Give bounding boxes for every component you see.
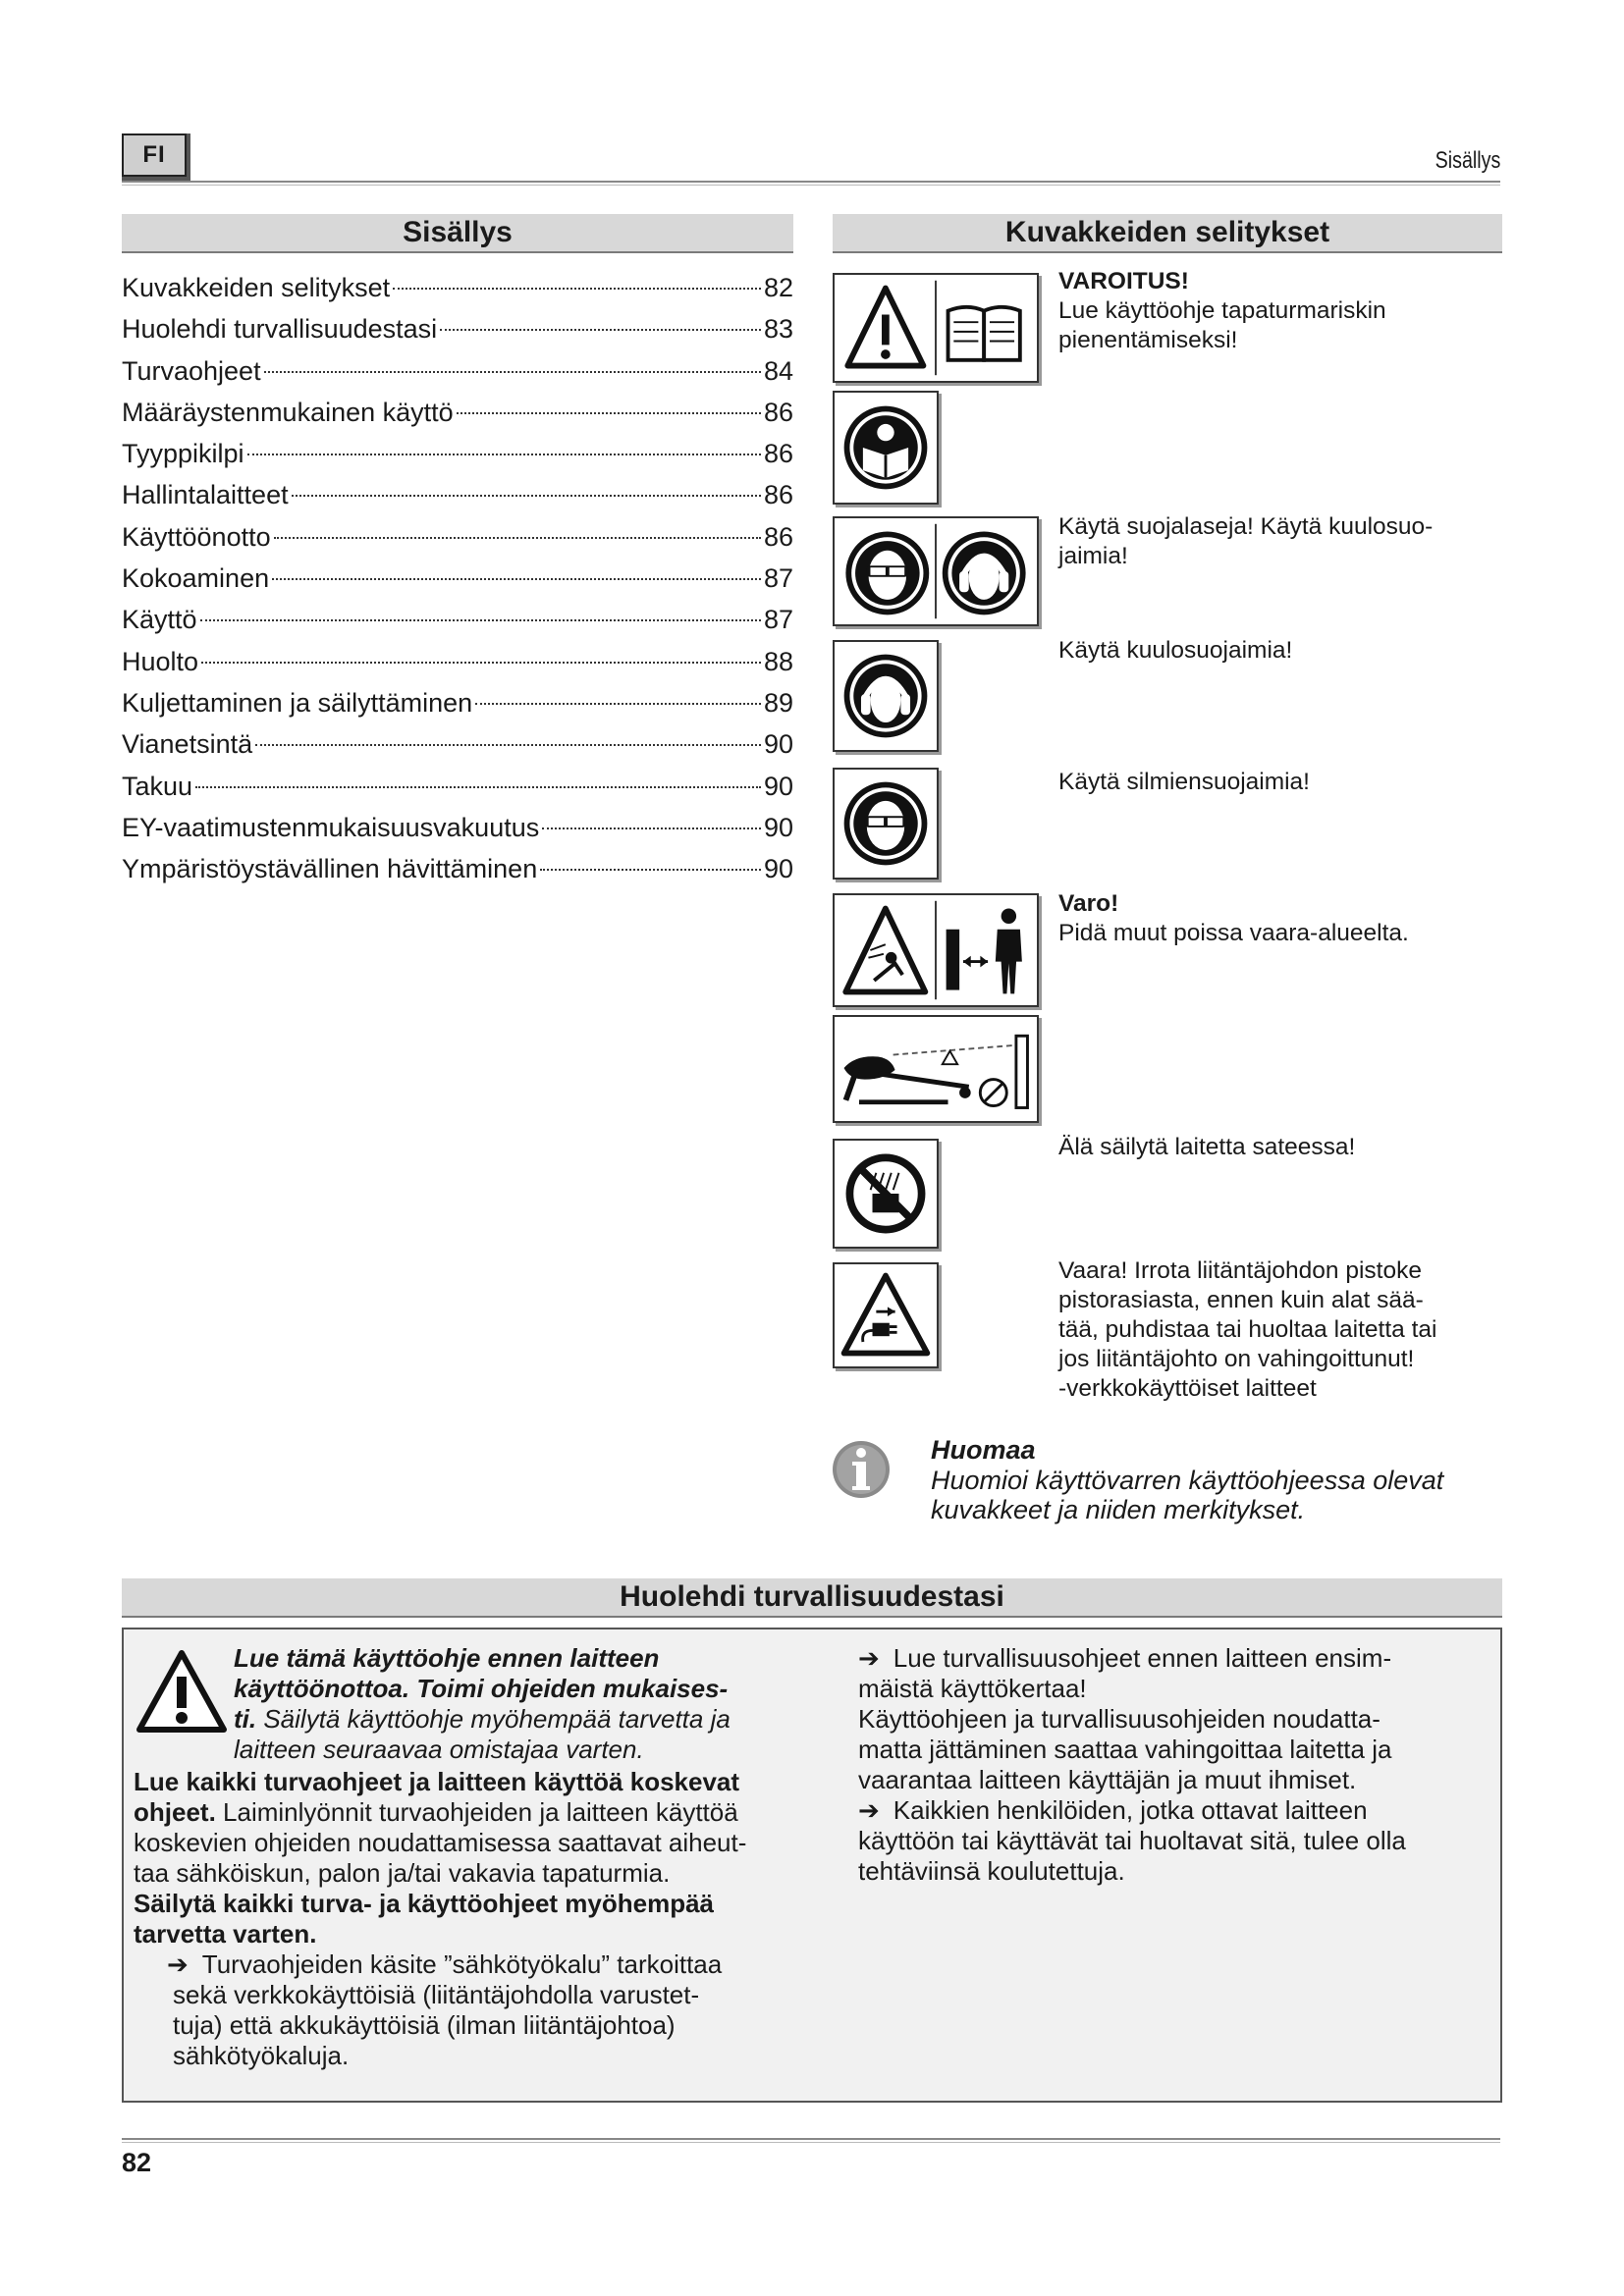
danger-caption xyxy=(1058,1256,1510,1404)
symbols-title-bar xyxy=(833,214,1502,253)
info-icon xyxy=(831,1437,892,1502)
right-line: vaarantaa laitteen käyttäjän ja muut ihmiset. xyxy=(858,1765,1357,1794)
toc-label: EY-vaatimustenmukaisuusvakuutus xyxy=(122,812,540,842)
toc-row[interactable] xyxy=(122,267,793,308)
read-bold: ohjeet. xyxy=(134,1797,216,1827)
toc-row[interactable] xyxy=(122,848,793,889)
toc-page: 87 xyxy=(763,605,793,635)
goggles-ear-caption xyxy=(1058,512,1500,571)
warning-title: VAROITUS! xyxy=(1058,268,1189,294)
keep-bold: Säilytä kaikki turva- ja käyttöohjeet myöhempää xyxy=(134,1889,715,1918)
page-number: 82 xyxy=(122,2148,152,2177)
toc-page: 87 xyxy=(763,563,793,594)
toc-row[interactable] xyxy=(122,682,793,723)
intro-italic: laitteen seuraavaa omistajaa varten. xyxy=(234,1735,644,1764)
right-line: tehtäviinsä koulutettuja. xyxy=(858,1856,1125,1886)
toc-label: Kuljettaminen ja säilyttäminen xyxy=(122,687,473,718)
note-text: Huomioi käyttövarren käyttöohjeessa olevat xyxy=(931,1466,1444,1495)
toc-row[interactable] xyxy=(122,474,793,515)
arrow-icon: ➔ xyxy=(858,1795,880,1825)
toc-label: Kokoaminen xyxy=(122,563,270,594)
read-text: Laiminlyönnit turvaohjeiden ja laitteen käyttöä xyxy=(215,1797,738,1827)
toc-row[interactable] xyxy=(122,308,793,349)
no-rain-icon xyxy=(833,1139,939,1249)
arrow-icon: ➔ xyxy=(167,1949,189,1979)
note-text: kuvakkeet ja niiden merkitykset. xyxy=(931,1495,1306,1524)
toc-title-bar xyxy=(122,214,793,253)
rain-caption: Älä säilytä laitetta sateessa! xyxy=(1058,1134,1356,1160)
toc-label: Kuvakkeiden selitykset xyxy=(122,273,391,302)
right-line: mäistä käyttökertaa! xyxy=(858,1674,1087,1703)
toc-row[interactable] xyxy=(122,558,793,599)
toc-page: 88 xyxy=(763,646,793,676)
caption-line: tää, puhdistaa tai huoltaa laitetta tai xyxy=(1058,1316,1437,1343)
term-line: sähkötyökaluja. xyxy=(173,2041,350,2070)
warning-caption xyxy=(1058,267,1500,355)
caution-title: Varo! xyxy=(1058,890,1119,917)
toc-label: Tyyppikilpi xyxy=(122,439,244,469)
goggles-ear-protection-icon xyxy=(833,516,1039,626)
ear-protection-icon xyxy=(833,640,939,752)
warning-text: Lue käyttöohje tapaturmariskin xyxy=(1058,297,1386,324)
symbols-title: Kuvakkeiden selitykset xyxy=(1004,216,1330,248)
toc-page: 86 xyxy=(763,521,793,552)
toc-page: 90 xyxy=(763,812,793,842)
toc-page: 90 xyxy=(763,729,793,760)
footer-rule xyxy=(122,2138,1500,2143)
toc-row[interactable] xyxy=(122,433,793,474)
caption-line: jos liitäntäjohto on vahingoittunut! xyxy=(1058,1346,1415,1372)
toc-row[interactable] xyxy=(122,766,793,807)
running-header: Sisällys xyxy=(1435,147,1500,174)
arrow-icon: ➔ xyxy=(858,1643,880,1673)
intro-line: ti. xyxy=(234,1704,257,1734)
term-line: sekä verkkokäyttöisiä (liitäntäjohdolla varustet- xyxy=(173,1980,700,2009)
caption-line: Vaara! Irrota liitäntäjohdon pistoke xyxy=(1058,1257,1422,1284)
toc-label: Takuu xyxy=(122,771,193,801)
toc-page: 90 xyxy=(763,854,793,884)
intro-italic: Säilytä käyttöohje myöhempää tarvetta ja xyxy=(256,1704,731,1734)
note-block xyxy=(931,1435,1510,1524)
read-manual-icon xyxy=(833,391,939,505)
toc-label: Huolehdi turvallisuudestasi xyxy=(122,314,438,345)
toc-row[interactable] xyxy=(122,350,793,392)
toc-label: Huolto xyxy=(122,646,199,676)
toc-label: Turvaohjeet xyxy=(122,355,261,386)
caption-line: Käytä suojalaseja! Käytä kuulosuo- xyxy=(1058,513,1434,540)
toc-row[interactable] xyxy=(122,516,793,558)
caption-line: -verkkokäyttöiset laitteet xyxy=(1058,1375,1317,1402)
toc-page: 86 xyxy=(763,397,793,427)
warning-triangle-icon xyxy=(134,1647,230,1735)
toc-page: 86 xyxy=(763,480,793,510)
toc-page: 83 xyxy=(763,314,793,345)
intro-line: käyttöönottoa. Toimi ohjeiden mukaises- xyxy=(234,1674,729,1703)
toc-page: 90 xyxy=(763,771,793,801)
safety-box xyxy=(122,1628,1502,2103)
toc-label: Hallintalaitteet xyxy=(122,480,289,510)
language-badge xyxy=(122,133,187,177)
safety-right-column xyxy=(858,1643,1487,1887)
toc-label: Ympäristöystävällinen hävittäminen xyxy=(122,854,538,884)
safety-title-bar xyxy=(122,1578,1502,1618)
toc-label: Käyttöönotto xyxy=(122,521,271,552)
keep-distance-icon xyxy=(833,893,1039,1007)
right-line: matta jättäminen saattaa vahingoittaa laitetta ja xyxy=(858,1735,1392,1764)
caution-text: Pidä muut poissa vaara-alueelta. xyxy=(1058,920,1409,946)
warning-text: pienentämiseksi! xyxy=(1058,327,1238,353)
toc-page: 84 xyxy=(763,355,793,386)
right-line: Käyttöohjeen ja turvallisuusohjeiden noudatta- xyxy=(858,1704,1380,1734)
read-text: koskevien ohjeiden noudattamisessa saattavat aiheut- xyxy=(134,1828,747,1857)
toc-page: 89 xyxy=(763,687,793,718)
toc-page: 82 xyxy=(763,273,793,302)
safety-title: Huolehdi turvallisuudestasi xyxy=(620,1580,1004,1613)
read-text: taa sähköiskun, palon ja/tai vakavia tapaturmia. xyxy=(134,1858,671,1888)
toc-row[interactable] xyxy=(122,641,793,682)
note-title: Huomaa xyxy=(931,1435,1036,1465)
keep-bold: tarvetta varten. xyxy=(134,1919,317,1949)
safety-intro xyxy=(234,1643,803,1765)
intro-line: Lue tämä käyttöohje ennen laitteen xyxy=(234,1643,660,1673)
ear-caption: Käytä kuulosuojaimia! xyxy=(1058,637,1293,664)
language-code: FI xyxy=(142,141,166,168)
trimmer-safe-distance-icon xyxy=(833,1015,1039,1123)
table-of-contents xyxy=(122,267,793,889)
unplug-warning-icon xyxy=(833,1262,939,1368)
caption-line: jaimia! xyxy=(1058,543,1128,569)
caution-caption xyxy=(1058,889,1500,948)
warning-read-manual-icon xyxy=(833,273,1039,383)
toc-label: Käyttö xyxy=(122,605,197,635)
term-line: Turvaohjeiden käsite ”sähkötyökalu” tarkoittaa xyxy=(201,1949,723,1979)
read-bold: Lue kaikki turvaohjeet ja laitteen käyttöä koskevat xyxy=(134,1767,740,1796)
toc-row[interactable] xyxy=(122,392,793,433)
toc-label: Vianetsintä xyxy=(122,729,253,760)
eye-protection-icon xyxy=(833,768,939,880)
caption-line: pistorasiasta, ennen kuin alat sää- xyxy=(1058,1287,1424,1313)
toc-row[interactable] xyxy=(122,807,793,848)
safety-left-column xyxy=(134,1767,811,2071)
toc-row[interactable] xyxy=(122,599,793,640)
right-line: käyttöön tai käyttävät tai huoltavat sitä, tulee olla xyxy=(858,1826,1406,1855)
term-line: tuja) että akkukäyttöisiä (ilman liitäntäjohtoa) xyxy=(173,2010,676,2040)
toc-label: Määräystenmukainen käyttö xyxy=(122,397,454,427)
right-line: Kaikkien henkilöiden, jotka ottavat laitteen xyxy=(893,1795,1368,1825)
eye-caption: Käytä silmiensuojaimia! xyxy=(1058,769,1310,795)
toc-row[interactable] xyxy=(122,723,793,765)
toc-title: Sisällys xyxy=(403,216,513,248)
right-line: Lue turvallisuusohjeet ennen laitteen ensim- xyxy=(893,1643,1392,1673)
toc-page: 86 xyxy=(763,439,793,469)
header-rule xyxy=(122,181,1500,186)
